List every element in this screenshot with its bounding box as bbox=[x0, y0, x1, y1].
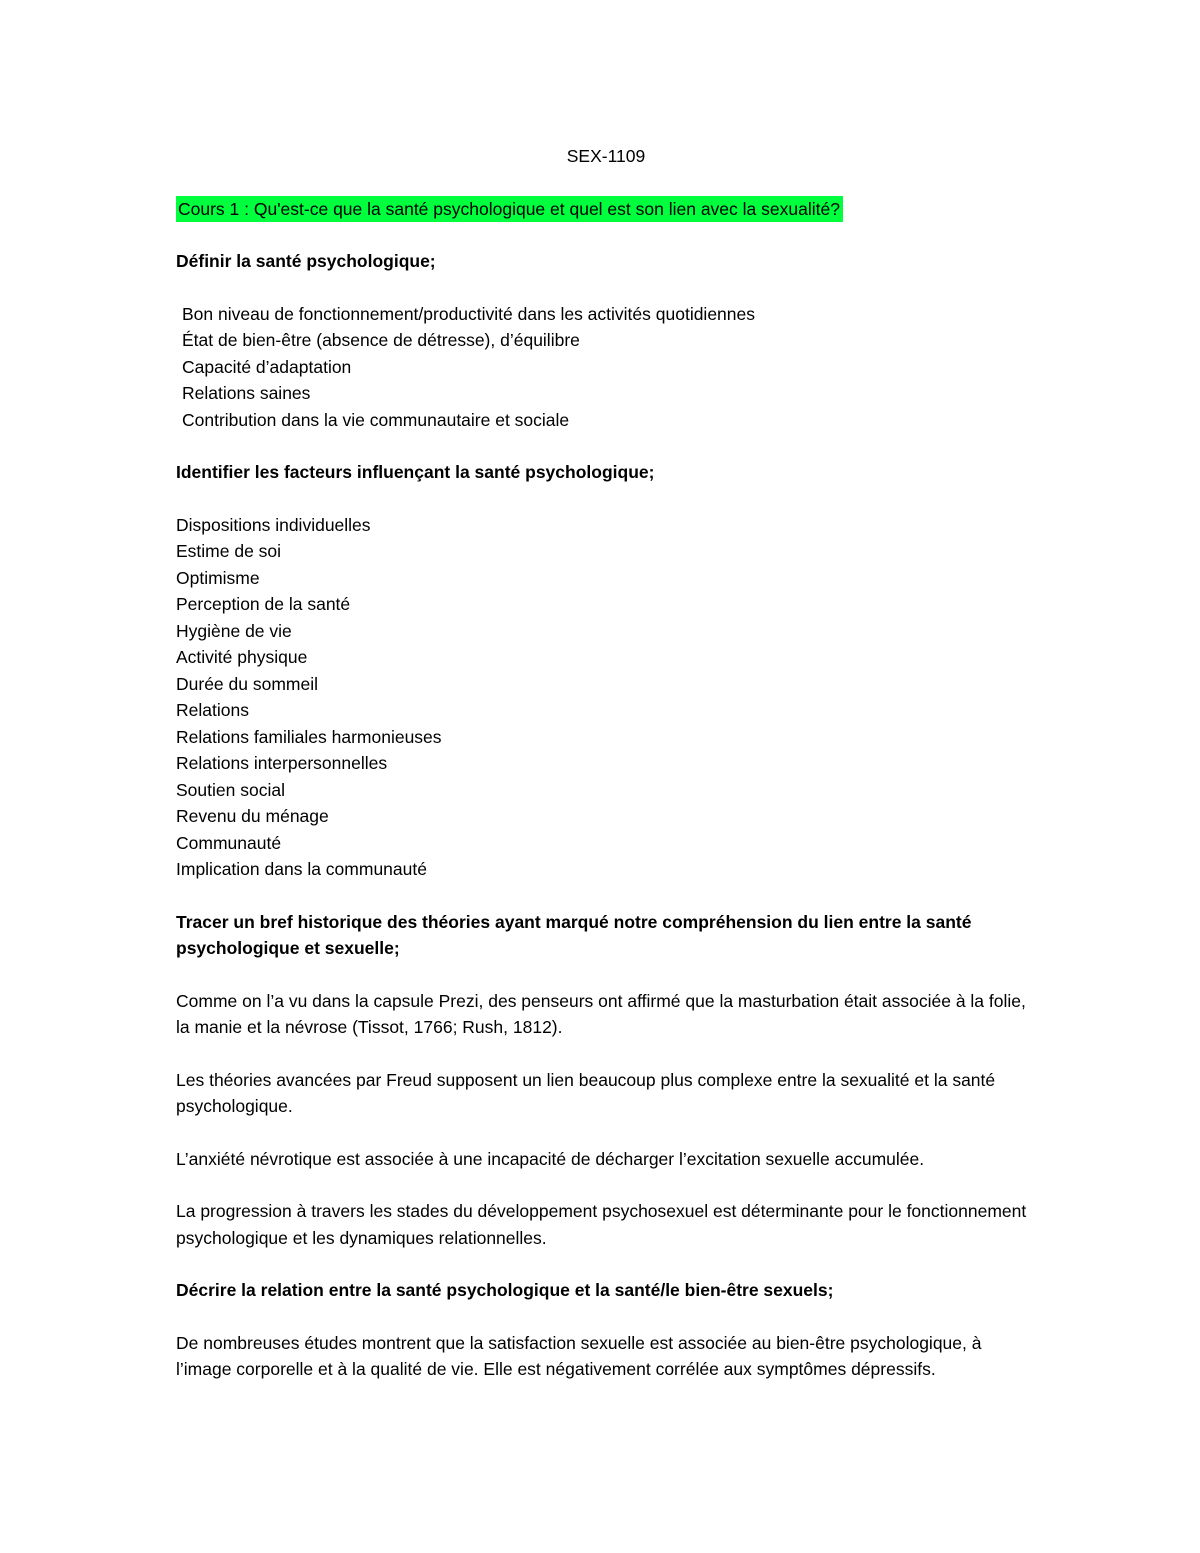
list-item: Optimisme bbox=[176, 567, 260, 588]
list-item: Perception de la santé bbox=[176, 594, 351, 614]
section-heading-historique: Tracer un bref historique des théories ayant marqué notre compréhension du lien entre la santé psychologique et sexuelle; bbox=[176, 911, 972, 958]
document-title: SEX-1109 bbox=[566, 146, 646, 166]
list-item: Soutien social bbox=[176, 779, 285, 800]
list-item: Activité physique bbox=[176, 647, 308, 667]
list-item: Estime de soi bbox=[176, 541, 282, 561]
section-heading-definir: Définir la santé psychologique; bbox=[176, 251, 436, 271]
list-item: Relations saines bbox=[182, 383, 311, 403]
section-heading-facteurs: Identifier les facteurs influençant la santé psychologique; bbox=[176, 462, 655, 482]
paragraph: Les théories avancées par Freud supposent un lien beaucoup plus complexe entre la sexualité et la santé psychologique. bbox=[176, 1069, 996, 1116]
list-item: Capacité d’adaptation bbox=[182, 356, 352, 377]
list-item: Dispositions individuelles bbox=[176, 514, 371, 535]
list-item: Durée du sommeil bbox=[176, 673, 318, 694]
list-item: Relations familiales harmonieuses bbox=[176, 726, 442, 747]
list-item: Communauté bbox=[176, 832, 282, 853]
list-item: Revenu du ménage bbox=[176, 806, 329, 826]
definition-list bbox=[176, 301, 1036, 434]
paragraph: La progression à travers les stades du développement psychosexuel est déterminante pour le fonctionnement psychologique et les dynamiques relationnelles. bbox=[176, 1201, 1027, 1248]
section-heading-relation: Décrire la relation entre la santé psychologique et la santé/le bien-être sexuels; bbox=[176, 1280, 834, 1300]
list-item: Contribution dans la vie communautaire et sociale bbox=[182, 409, 570, 430]
course-title-highlighted: Cours 1 : Qu'est-ce que la santé psychologique et quel est son lien avec la sexualité? bbox=[176, 196, 843, 223]
list-item: Relations bbox=[176, 700, 249, 720]
list-item: Bon niveau de fonctionnement/productivité dans les activités quotidiennes bbox=[182, 303, 756, 324]
paragraph: L’anxiété névrotique est associée à une incapacité de décharger l’excitation sexuelle accumulée. bbox=[176, 1148, 925, 1169]
list-item: Relations interpersonnelles bbox=[176, 753, 388, 773]
document-body bbox=[176, 143, 1036, 1383]
list-item: Implication dans la communauté bbox=[176, 859, 427, 879]
list-item: Hygiène de vie bbox=[176, 620, 292, 641]
paragraph: De nombreuses études montrent que la satisfaction sexuelle est associée au bien-être psychologique, à l’image corporelle et à la qualité de vie. Elle est négativement corrélée aux symptômes dépressifs. bbox=[176, 1332, 982, 1379]
list-item: État de bien-être (absence de détresse), d’équilibre bbox=[182, 330, 580, 350]
factors-list bbox=[176, 512, 1036, 883]
paragraph: Comme on l’a vu dans la capsule Prezi, des penseurs ont affirmé que la masturbation était associée à la folie, la manie et la névrose (Tissot, 1766; Rush, 1812). bbox=[176, 990, 1026, 1037]
